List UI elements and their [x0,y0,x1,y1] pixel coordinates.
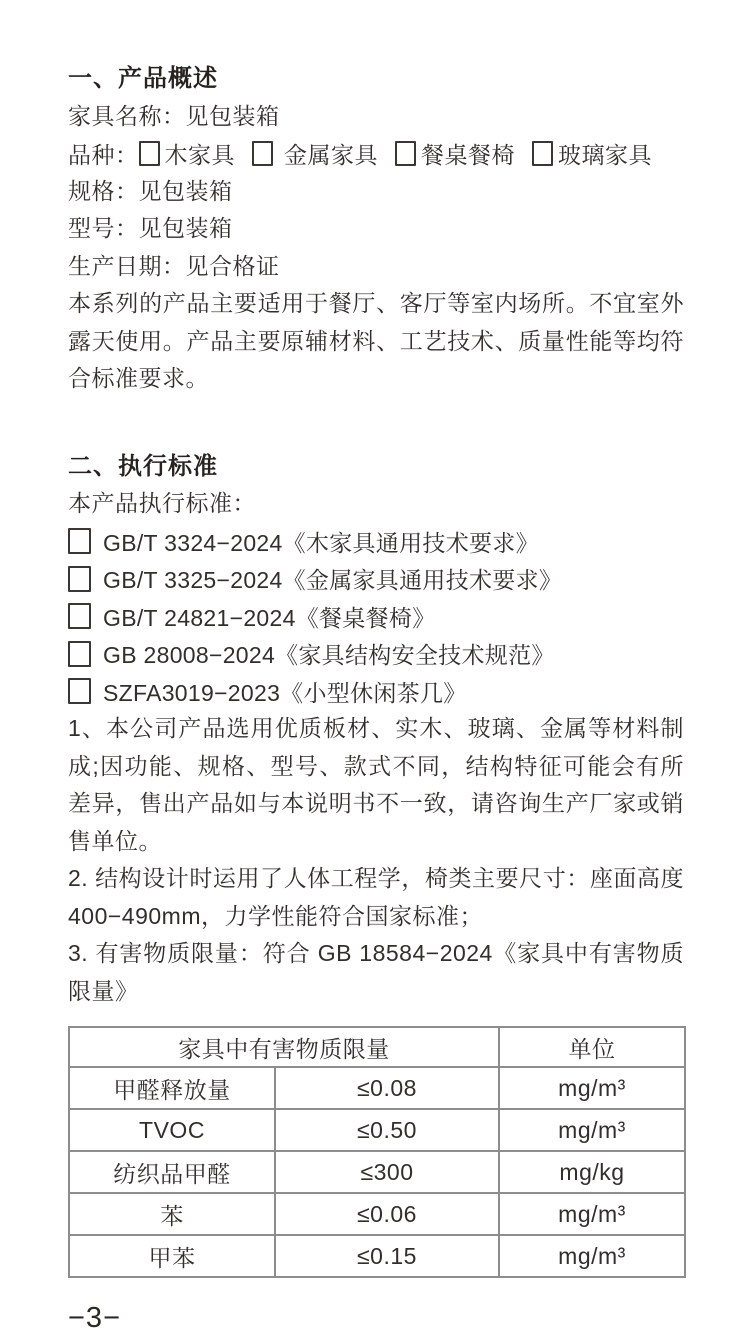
substance-cell: 甲苯 [69,1235,275,1277]
checkbox-wood-furniture[interactable] [139,141,160,166]
section2-heading: 二、执行标准 [68,452,218,480]
checkbox-dining-table-chair[interactable] [395,141,416,166]
unit-cell: mg/m³ [499,1193,685,1235]
variety-option-wood [139,137,236,170]
overview-paragraph: 本系列的产品主要适用于餐厅、客厅等室内场所。不宜室外露天使用。产品主要原辅材料、工艺技术、质量性能等均符合标准要求。 [68,290,684,391]
table-row [69,1067,685,1109]
variety-row [68,135,684,173]
spec-line: 规格：见包装箱 [68,177,233,204]
standard-checkbox-gb28008[interactable] [68,641,91,667]
table-row [69,1235,685,1277]
substance-cell: 纺织品甲醛 [69,1151,275,1193]
table-header-merged: 家具中有害物质限量 [69,1027,499,1067]
page-number: −3− [68,1302,121,1334]
unit-cell: mg/kg [499,1151,685,1193]
standard-item [68,560,684,598]
limit-cell: ≤300 [275,1151,499,1193]
unit-cell: mg/m³ [499,1067,685,1109]
variety-option-dining [395,137,515,170]
standard-item [68,523,684,561]
standard-checkbox-szfa3019[interactable] [68,678,91,704]
checkbox-glass-furniture[interactable] [532,141,553,166]
limit-cell: ≤0.06 [275,1193,499,1235]
limit-cell: ≤0.15 [275,1235,499,1277]
unit-cell: mg/m³ [499,1109,685,1151]
standards-intro: 本产品执行标准： [68,490,256,516]
note-3: 3. 有害物质限量：符合 GB 18584−2024《家具中有害物质限量》 [68,940,684,1004]
model-line: 型号：见包装箱 [68,215,233,241]
variety-option-label: 木家具 [164,142,235,169]
table-row [69,1109,685,1151]
standard-item [68,598,684,636]
unit-cell: mg/m³ [499,1235,685,1277]
standard-checkbox-gbt24821[interactable] [68,603,91,629]
variety-option-label: 餐桌餐椅 [421,142,515,169]
note-2: 2. 结构设计时运用了人体工程学，椅类主要尺寸：座面高度400−490mm，力学性能符合国家标准； [68,865,684,929]
section1-heading: 一、产品概述 [68,65,218,92]
limit-cell: ≤0.08 [275,1067,499,1109]
substance-cell: 甲醛释放量 [69,1067,275,1109]
standard-checkbox-gbt3325[interactable] [68,566,91,592]
table-header-unit: 单位 [499,1027,685,1067]
standard-label: GB/T 24821−2024《餐桌餐椅》 [103,604,436,631]
standard-label: SZFA3019−2023《小型休闲茶几》 [103,679,467,706]
variety-option-label: 玻璃家具 [558,142,652,169]
standard-label: GB/T 3324−2024《木家具通用技术要求》 [103,529,539,556]
hazard-limits-table [68,1026,686,1278]
production-date-line: 生产日期：见合格证 [68,252,280,279]
limit-cell: ≤0.50 [275,1109,499,1151]
variety-option-glass [532,137,652,170]
substance-cell: 苯 [69,1193,275,1235]
table-header-row [69,1027,685,1067]
standard-label: GB 28008−2024《家具结构安全技术规范》 [103,642,555,669]
table-row [69,1193,685,1235]
standard-item [68,635,684,673]
standard-item [68,673,684,711]
section-product-overview [68,60,684,398]
furniture-name-line: 家具名称：见包装箱 [68,102,280,129]
variety-option-label: 金属家具 [284,142,378,169]
substance-cell: TVOC [69,1109,275,1151]
standard-label: GB/T 3325−2024《金属家具通用技术要求》 [103,567,563,594]
standard-checkbox-gbt3324[interactable] [68,528,91,554]
variety-label: 品种： [68,142,139,169]
table-row [69,1151,685,1193]
variety-option-metal [252,137,378,170]
section-standards [68,448,684,1011]
note-1: 1、本公司产品选用优质板材、实木、玻璃、金属等材料制成;因功能、规格、型号、款式不同，结构特征可能会有所差异，售出产品如与本说明书不一致，请咨询生产厂家或销售单位。 [68,715,684,854]
checkbox-metal-furniture[interactable] [252,141,273,166]
